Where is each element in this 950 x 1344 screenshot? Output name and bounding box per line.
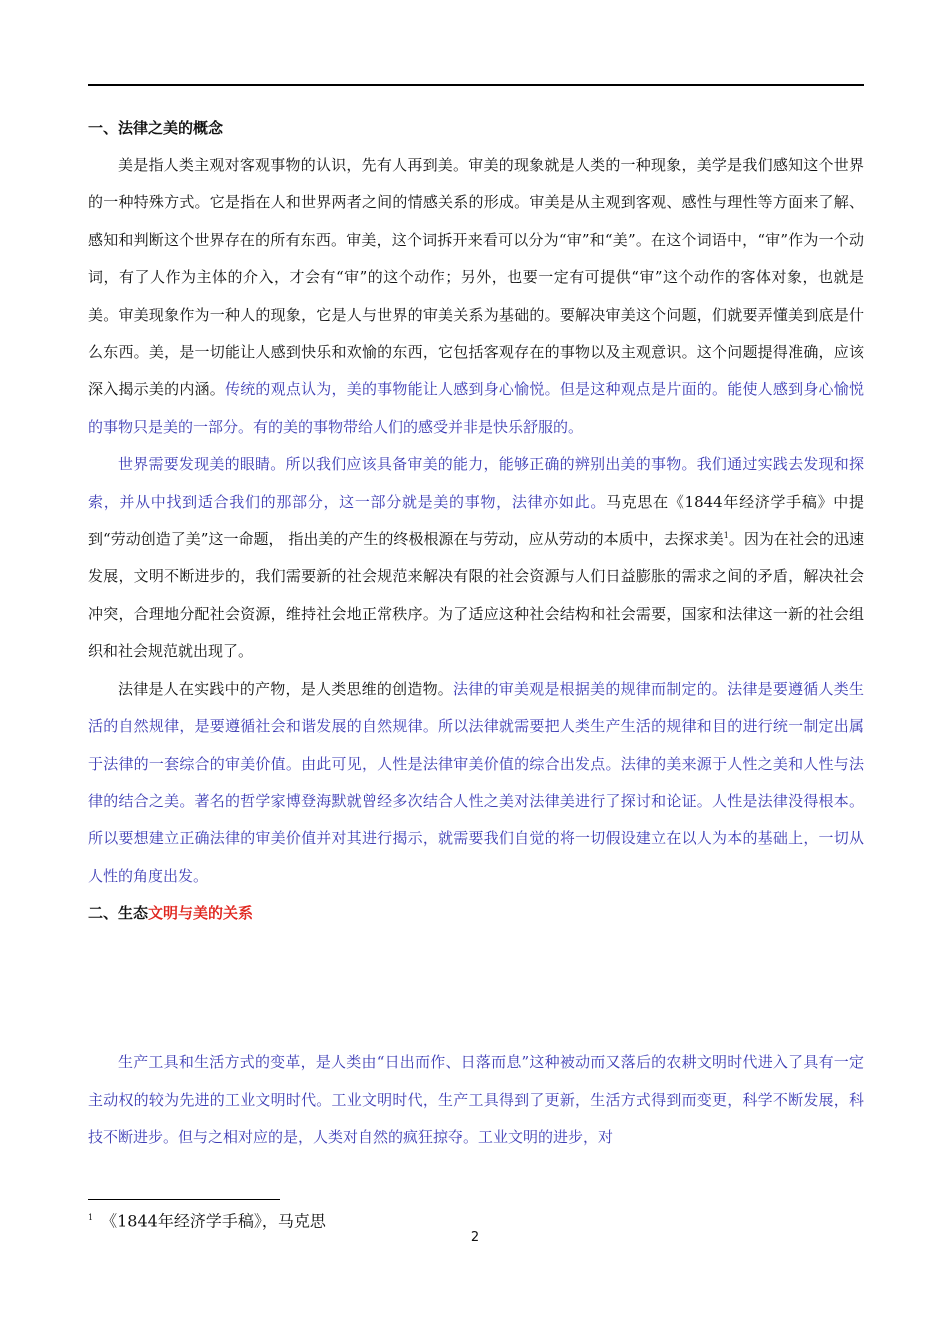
footnote-text: 《1844年经济学手稿》，马克思	[101, 1211, 326, 1231]
blank-space	[88, 932, 864, 1044]
section1-p2-blue-text: 世界需要发现美的眼睛。所以我们应该具备审美的能力，能够正确的辨别出美的事物。我们通过实践去发现和探索，并从中找到适合我们的那部分，这一部分就是美的事物，法律亦如此。	[88, 455, 864, 511]
section1-p1-blue-text: 传统的观点认为，美的事物能让人感到身心愉悦。但是这种观点是片面的。能使人感到身心愉悦的事物只是美的一部分。有的美的事物带给人们的感受并非是快乐舒服的。	[88, 380, 864, 436]
section1-p2-text-a: 马克思在《1844年经济学手稿》中提到“劳动创造了美”这一命题， 指出美的产生的终极根源在与劳动，应从劳动的本质中，去探求美	[88, 492, 864, 549]
section1-p3-blue-text: 法律的审美观是根据美的规律而制定的。法律是要遵循人类生活的自然规律，是要遵循社会和谐发展的自然规律。所以法律就需要把人类生产生活的规律和目的进行统一制定出属于法律的一套综合的审美价值。由此可见，人性是法律审美价值的综合出发点。法律的美来源于人性之美和人性与法律的结合之美。著名的哲学家博登海默就曾经多次结合人性之美对法律美进行了探讨和论证。人性是法律没得根本。所以要想建立正确法律的审美价值并对其进行揭示，就需要我们自觉的将一切假设建立在以人为本的基础上，一切从人性的角度出发。	[88, 679, 864, 885]
section1-paragraph-1	[88, 147, 864, 446]
footnote-separator	[88, 1199, 280, 1200]
page-number: 2	[470, 1230, 480, 1245]
section1-paragraph-2	[88, 446, 864, 670]
section1-p3-text: 法律是人在实践中的产物，是人类思维的创造物。	[118, 679, 454, 698]
section2-heading-part-a: 二、生态	[88, 904, 149, 923]
footnote-mark: 1	[88, 1213, 94, 1222]
section1-heading: 一、法律之美的概念	[88, 119, 224, 137]
document-body	[88, 110, 864, 1156]
section1-paragraph-3	[88, 671, 864, 895]
section2-paragraph-1: 生产工具和生活方式的变革，是人类由“日出而作、日落而息”这种被动而又落后的农耕文明时代进入了具有一定主动权的较为先进的工业文明时代。工业文明时代，生产工具得到了更新，生活方式得到而变更，科学不断发展，科技不断进步。但与之相对应的是，人类对自然的疯狂掠夺。工业文明的进步，对	[88, 1053, 864, 1146]
section2-heading	[88, 895, 864, 932]
section2-heading-part-b: 文明与美的关系	[148, 904, 254, 923]
footnote-reference[interactable]: 1	[723, 531, 729, 541]
header-rule	[88, 84, 864, 86]
section1-p2-text-b: 。因为在社会的迅速发展，文明不断进步的，我们需要新的社会规范来解决有限的社会资源与人们日益膨胀的需求之间的矛盾，解决社会冲突，合理地分配社会资源，维持社会地正常秩序。为了适应这种社会结构和社会需要，国家和法律这一新的社会组织和社会规范就出现了。	[88, 530, 864, 661]
section1-p1-text: 美是指人类主观对客观事物的认识，先有人再到美。审美的现象就是人类的一种现象，美学是我们感知这个世界的一种特殊方式。它是指在人和世界两者之间的情感关系的形成。审美是从主观到客观、感性与理性等方面来了解、感知和判断这个世界存在的所有东西。审美，这个词拆开来看可以分为“审”和“美”。在这个词语中，“审”作为一个动词，有了人作为主体的介入，才会有“审”的这个动作；另外，也要一定有可提供“审”这个动作的客体对象，也就是美。审美现象作为一种人的现象，它是人与世界的审美关系为基础的。要解决审美这个问题，们就要弄懂美到底是什么东西。美，是一切能让人感到快乐和欢愉的东西，它包括客观存在的事物以及主观意识。这个问题提得准确，应该深入揭示美的内涵。	[88, 156, 864, 399]
